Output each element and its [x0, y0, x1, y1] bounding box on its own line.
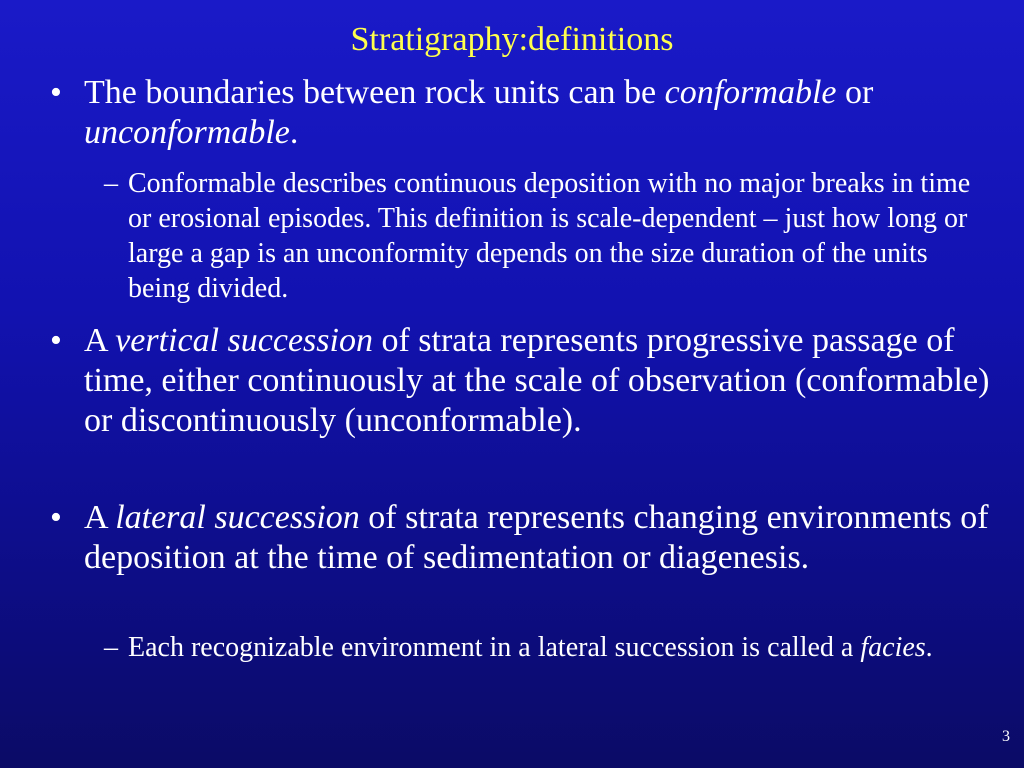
- page-number: 3: [1002, 728, 1010, 745]
- bullet-text: [84, 321, 1000, 441]
- slide-title: Stratigraphy:definitions: [350, 21, 674, 58]
- sub-bullet-facies: [104, 630, 984, 665]
- bullet-boundaries: [50, 73, 1000, 153]
- bullet-vertical-succession: [50, 321, 1000, 441]
- text-run: A: [84, 499, 116, 536]
- dash-marker: –: [104, 632, 118, 663]
- bullet-lateral-succession: [50, 498, 1000, 578]
- text-run: or: [836, 74, 874, 111]
- bullet-text: [84, 73, 1000, 153]
- term-conformable: conformable: [664, 74, 837, 111]
- text-run: .: [289, 114, 299, 151]
- bullet-marker: •: [50, 74, 62, 111]
- sub-bullet-conformable-definition: [104, 166, 984, 306]
- dash-marker: –: [104, 168, 118, 199]
- sub-bullet-text: [128, 630, 984, 665]
- term-vertical-succession: vertical succession: [115, 322, 373, 359]
- text-run: A: [84, 322, 116, 359]
- text-run: .: [925, 632, 933, 663]
- text-run: of strata represents progressive passage of time, either continuously at the scale of observation (conformable) or discontinuously (unconformable).: [84, 322, 990, 439]
- text-run: The boundaries between rock units can be: [84, 74, 665, 111]
- bullet-text: [84, 498, 1000, 578]
- text-run: of strata represents changing environments of deposition at the time of sedimentation or diagenesis.: [84, 499, 989, 576]
- term-facies: facies: [860, 632, 926, 663]
- bullet-marker: •: [50, 322, 62, 359]
- term-lateral-succession: lateral succession: [115, 499, 360, 536]
- sub-bullet-text: Conformable describes continuous deposition with no major breaks in time or erosional episodes. This definition is scale-dependent – just how long or large a gap is an unconformity depends on the size duration of the units being divided.: [128, 168, 971, 304]
- text-run: Each recognizable environment in a lateral succession is called a: [128, 632, 861, 663]
- bullet-marker: •: [50, 499, 62, 536]
- term-unconformable: unconformable: [84, 114, 290, 151]
